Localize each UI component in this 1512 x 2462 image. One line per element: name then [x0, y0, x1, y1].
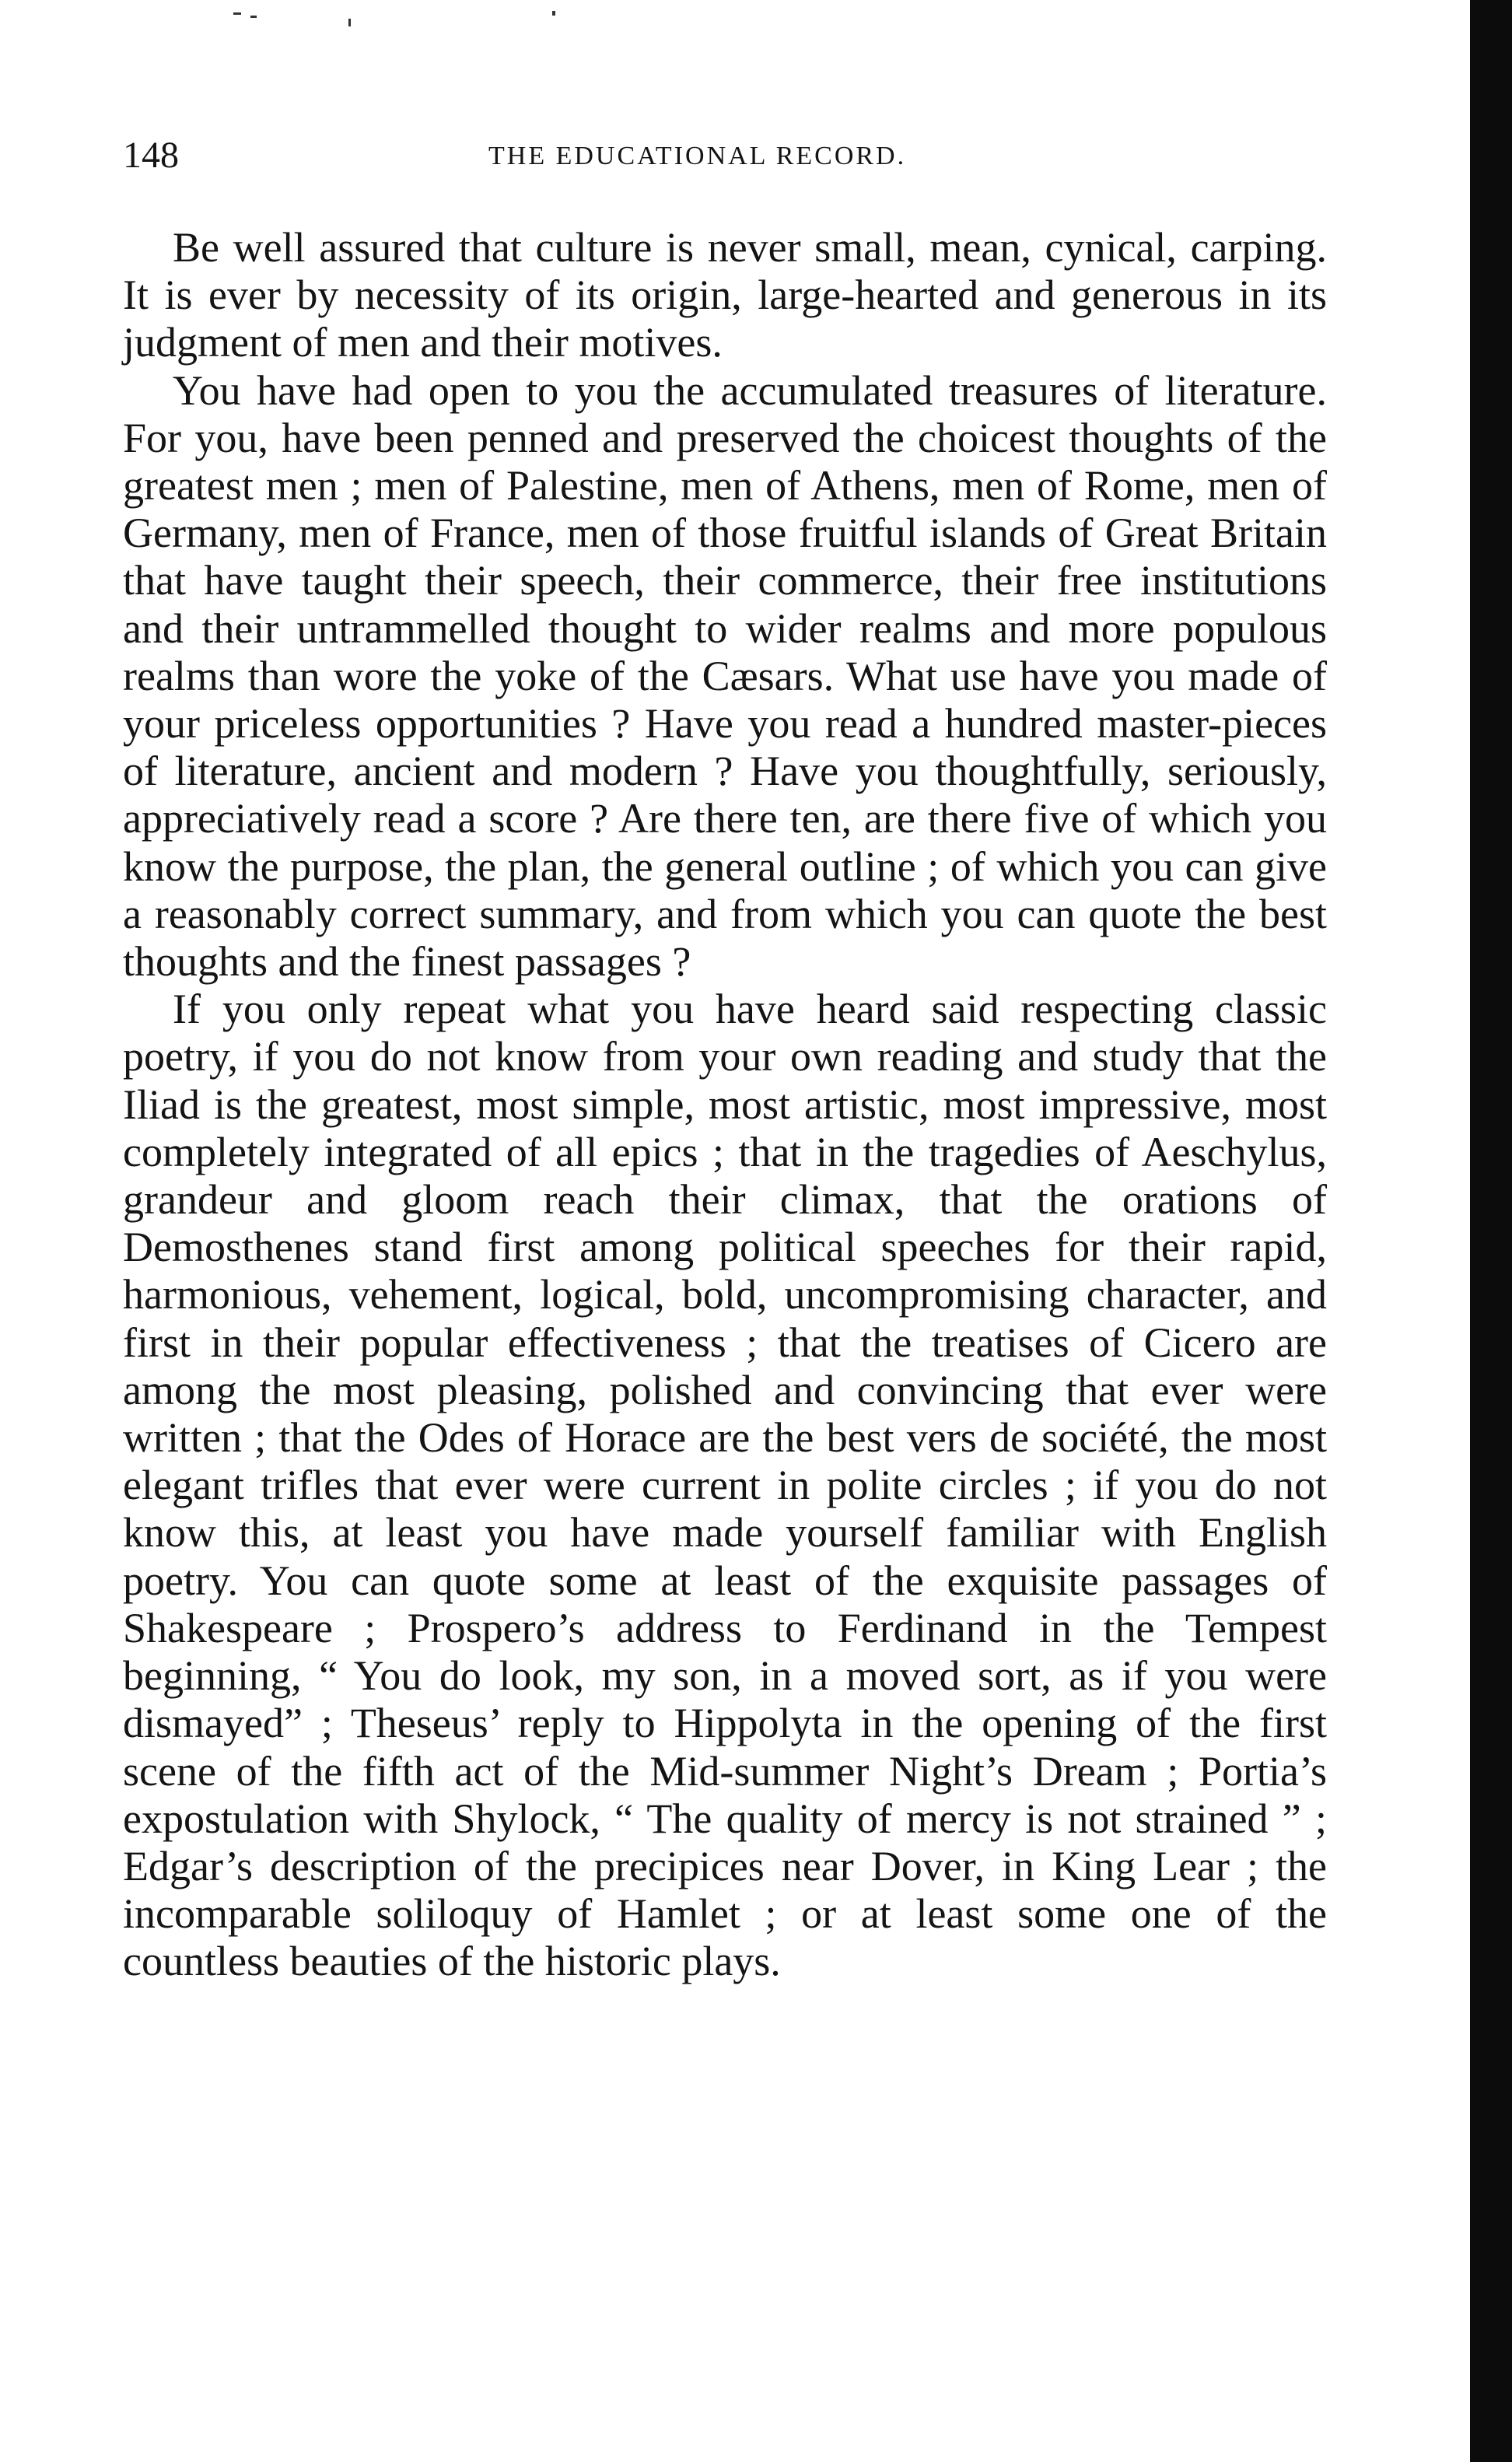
- binding-edge: [1470, 0, 1512, 2462]
- speck: [250, 16, 257, 18]
- page-header: [123, 134, 1328, 188]
- body-text: [123, 224, 1327, 1986]
- print-specks: [233, 8, 560, 39]
- paragraph: Be well assured that culture is never small, mean, cynical, carping. It is ever by necessity of its origin, large-hearted and generous in its judgment of men and their motives.: [123, 224, 1327, 366]
- running-head: THE EDUCATIONAL RECORD.: [488, 142, 907, 170]
- speck: [348, 19, 351, 26]
- page-number: 148: [123, 135, 179, 176]
- speck: [233, 12, 241, 15]
- paragraph: If you only repeat what you have heard said respecting classic poetry, if you do not know from your own reading and study that the Iliad is the greatest, most simple, most artistic, most impressive, most completely integrated of all epics ; that in the tragedies of Aeschylus, grandeur and gloom reach their climax, that the orations of Demosthenes stand first among political speeches for their rapid, harmonious, vehement, logical, bold, uncompromising character, and first in their popular effectiveness ; that the treatises of Cicero are among the most pleasing, polished and convincing that ever were written ; that the Odes of Horace are the best vers de société, the most elegant trifles that ever were current in polite circles ; if you do not know this, at least you have made yourself familiar with English poetry. You can quote some at least of the exquisite passages of Shakespeare ; Prospero’s address to Ferdinand in the Tempest beginning, “ You do look, my son, in a moved sort, as if you were dismayed” ; Theseus’ reply to Hippolyta in the opening of the first scene of the fifth act of the Mid-summer Night’s Dream ; Portia’s expostulation with Shylock, “ The quality of mercy is not strained ” ; Edgar’s description of the precipices near Dover, in King Lear ; the incomparable soliloquy of Hamlet ; or at least some one of the countless beauties of the historic plays.: [123, 986, 1327, 1985]
- speck: [552, 11, 555, 16]
- paragraph: You have had open to you the accumulated treasures of literature. For you, have been penned and preserved the choicest thoughts of the greatest men ; men of Palestine, men of Athens, men of Rome, men of Germany, men of France, men of those fruitful islands of Great Britain that have taught their speech, their commerce, their free institutions and their untrammelled thought to wider realms and more populous realms than wore the yoke of the Cæsars. What use have you made of your priceless opportunities ? Have you read a hundred master-pieces of literature, ancient and modern ? Have you thoughtfully, seriously, appreciatively read a score ? Are there ten, are there five of which you know the purpose, the plan, the general outline ; of which you can give a reasonably correct summary, and from which you can quote the best thoughts and the finest passages ?: [123, 366, 1327, 986]
